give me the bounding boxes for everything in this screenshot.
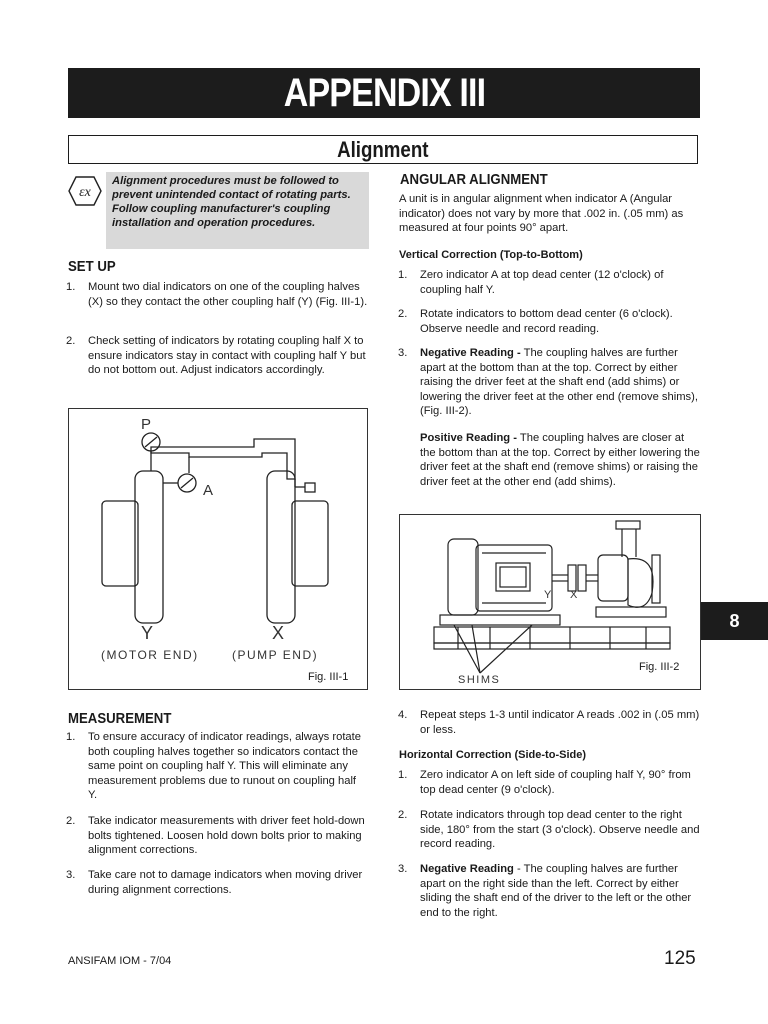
fig1-label-y: Y (141, 623, 154, 643)
fig1-label-pump-end: (PUMP END) (232, 648, 319, 662)
vertical-item-1: 1. Zero indicator A at top dead center (12 o'clock) of coupling half Y. (398, 269, 664, 296)
fig1-label-p: P (141, 416, 152, 433)
fig2-label-y: Y (544, 589, 552, 601)
horizontal-item-1: 1. Zero indicator A on left side of coupling half Y, 90° from top dead center (9 o'clock). (398, 769, 691, 796)
horizontal-item-3: 3. Negative Reading - The coupling halves are further apart on the right side than the left. Correct by either sliding the shaft end of the driver to the left or the other end to the right. (398, 863, 692, 919)
fig2-label-x: X (570, 589, 578, 601)
setup-item-1: 1. Mount two dial indicators on one of the coupling halves (X) so they contact the other coupling half (Y) (Fig. III-1). (66, 281, 368, 308)
section-tab: 8 (701, 602, 768, 640)
fig1-label-a: A (203, 482, 214, 499)
section-title: Alignment (337, 136, 429, 162)
horizontal-item-2: 2. Rotate indicators through top dead center to the right side, 180° from the start (3 o'clock). Observe needle and record reading. (398, 809, 700, 851)
horizontal-correction-heading: Horizontal Correction (Side-to-Side) (399, 749, 586, 761)
positive-reading: Positive Reading - The coupling halves are closer at the bottom than at the top. Correct by either lowering the driver feet at the shaft end (remove shims) or raising the driver feet at the other end (add shims). (420, 432, 700, 488)
warning-note (68, 172, 369, 249)
section-title-box (68, 135, 698, 164)
figure-iii-1 (68, 408, 368, 690)
vertical-correction-heading: Vertical Correction (Top-to-Bottom) (399, 249, 583, 261)
ex-explosion-icon (68, 176, 102, 206)
fig1-caption: Fig. III-1 (308, 671, 349, 683)
page-title: APPENDIX III (283, 70, 485, 115)
measurement-item-3: 3. Take care not to damage indicators when moving driver during alignment corrections. (66, 869, 363, 896)
vertical-item-2: 2. Rotate indicators to bottom dead center (6 o'clock). Observe needle and record reading. (398, 308, 673, 335)
page-number: 125 (664, 948, 696, 969)
footer-doc-id: ANSIFAM IOM - 7/04 (68, 955, 172, 967)
setup-heading: SET UP (68, 258, 116, 275)
appendix-banner (68, 68, 700, 118)
warning-text: Alignment procedures must be followed to prevent unintended contact of rotating parts. Follow coupling manufacturer's coupling installation and operation procedures. (106, 172, 369, 249)
setup-item-2: 2. Check setting of indicators by rotating coupling half X to ensure indicators stay in contact with coupling half Y but do not bottom out. Adjust indicators accordingly. (66, 335, 366, 377)
fig1-label-motor-end: (MOTOR END) (101, 648, 199, 662)
figure-iii-2 (399, 514, 701, 690)
measurement-item-2: 2. Take indicator measurements with driver feet hold-down bolts tightened. Loosen hold down bolts prior to making alignment corrections. (66, 815, 365, 857)
vertical-item-3: 3. Negative Reading - The coupling halves are further apart at the bottom than at the top. Correct by either raising the driver feet at the shaft end (add shims) or lowering the driver feet at the other end (remove shims), (Fig. III-2). (398, 347, 698, 418)
fig1-label-x: X (272, 623, 285, 643)
fig2-label-shims: SHIMS (458, 674, 501, 686)
angular-step-4: 4. Repeat steps 1-3 until indicator A reads .002 in (.05 mm) or less. (398, 709, 700, 736)
fig2-caption: Fig. III-2 (639, 661, 680, 673)
measurement-heading: MEASUREMENT (68, 710, 172, 727)
measurement-item-1: 1. To ensure accuracy of indicator readings, always rotate both coupling halves together so indicators contact the same point on coupling half Y. This will eliminate any measurement problems due to runout on coupling half Y. (66, 731, 361, 802)
angular-heading: ANGULAR ALIGNMENT (400, 171, 548, 188)
svg-text:εx: εx (79, 185, 91, 200)
coupling-indicator-diagram (69, 409, 367, 689)
angular-intro: A unit is in angular alignment when indicator A (Angular indicator) does not vary by more that .002 in. (.05 mm) as measured at four points 90° apart. (399, 193, 684, 235)
